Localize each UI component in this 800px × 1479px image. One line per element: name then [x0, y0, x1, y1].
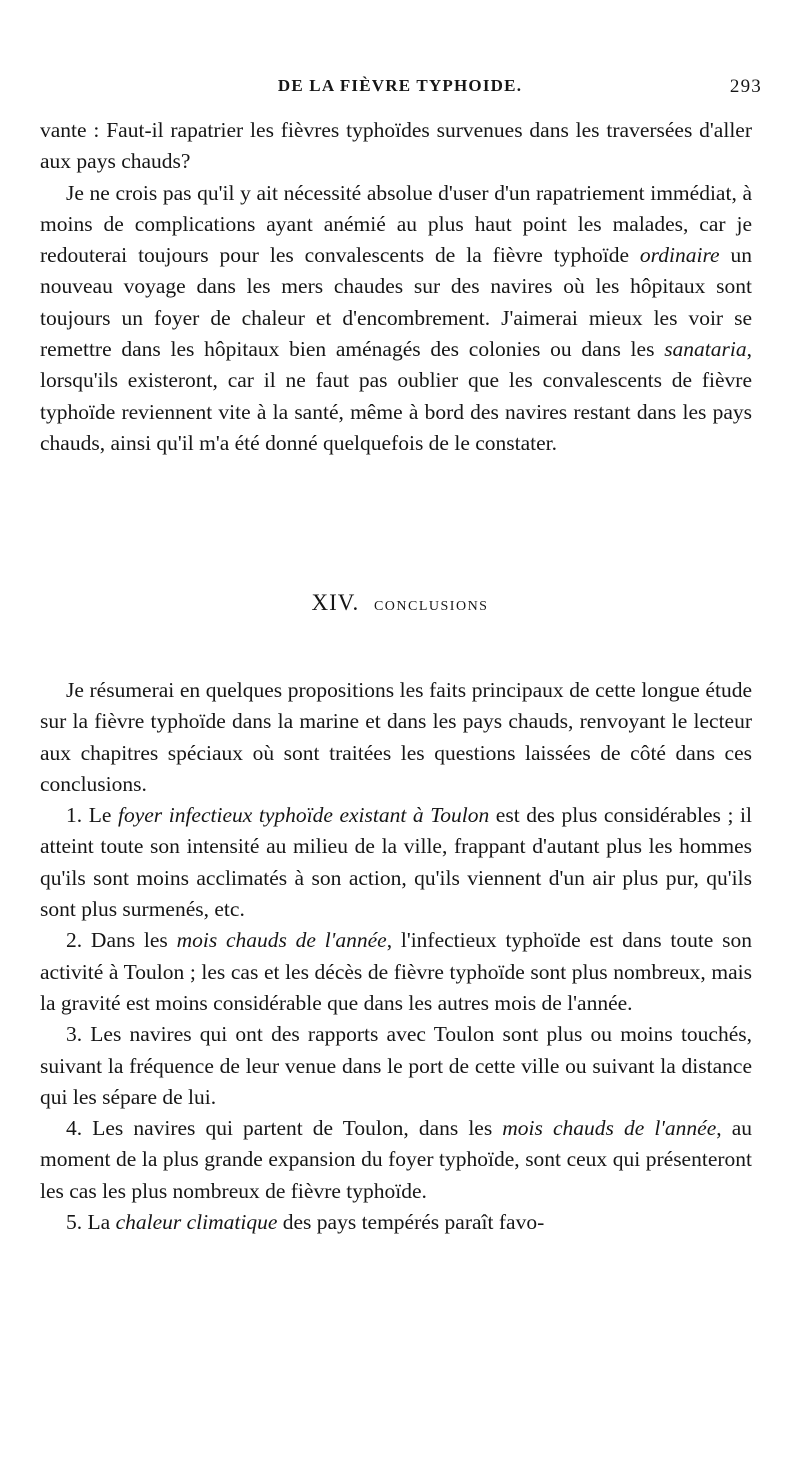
text-run: un nouveau voyage dans les mers chaudes sur des navires où les hôpitaux sont toujours un foyer de chaleur et d'encombrement. J'aimerai mieux les voir se remettre dans les hôpitaux bien aménagés des colonies ou dans les	[40, 243, 752, 362]
page-number: 293	[729, 76, 762, 97]
italic-run: mois chauds de l'année	[176, 928, 387, 953]
italic-run: ordinaire	[639, 243, 720, 268]
italic-run: mois chauds de l'année	[502, 1116, 717, 1141]
text-run: est des plus considérables ; il atteint toute son intensité au milieu de la ville, frappant d'autant plus les hommes qu'ils sont moins acclimatés à son action, qu'ils viennent d'un air plus pur, qu'ils sont plus surmenés, etc.	[40, 803, 752, 922]
italic-run: chaleur climatique	[115, 1210, 278, 1235]
text-run: Le	[82, 803, 118, 828]
running-title: DE LA FIÈVRE TYPHOIDE.	[277, 76, 523, 95]
conclusion-item-2	[40, 925, 752, 1019]
text-run: Les navires qui partent de Toulon, dans les	[82, 1116, 503, 1141]
italic-run: sanataria	[664, 337, 747, 362]
section-title: CONCLUSIONS	[373, 599, 489, 614]
item-number: 1.	[66, 803, 83, 828]
text-run: Dans les	[82, 928, 177, 953]
text-run: Je ne crois pas qu'il y ait nécessité absolue d'user d'un rapatriement immédiat, à moins de complications ayant anémié au plus haut point les malades, car je redouterai toujours pour les convalescents de la fièvre typhoïde	[40, 180, 752, 268]
section-numeral: XIV.	[311, 590, 360, 615]
conclusion-item-5	[40, 1207, 752, 1238]
conclusion-item-3	[40, 1019, 752, 1113]
page-header	[0, 76, 800, 102]
italic-run: foyer infectieux typhoïde existant à Toulon	[117, 803, 490, 828]
text-run: , lorsqu'ils existeront, car il ne faut pas oublier que les convalescents de fièvre typhoïde reviennent vite à la santé, même à bord des navires restant dans les pays chauds, ainsi qu'il m'a été donné quelquefois de le constater.	[40, 337, 752, 455]
conclusion-item-4	[40, 1113, 752, 1207]
text-run: des pays tempérés paraît favo-	[277, 1210, 545, 1235]
conclusion-item-1	[40, 800, 752, 925]
item-number: 5.	[66, 1210, 83, 1235]
paragraph-continuation: vante : Faut-il rapatrier les fièvres typhoïdes survenues dans les traversées d'aller aux pays chauds?	[40, 118, 752, 174]
item-number: 4.	[66, 1116, 83, 1141]
text-block-conclusions	[40, 675, 752, 1238]
paragraph-intro: Je résumerai en quelques propositions les faits principaux de cette longue étude sur la fièvre typhoïde dans la marine et dans les pays chauds, renvoyant le lecteur aux chapitres spéciaux où sont traitées les questions laissées de côté dans ces conclusions.	[40, 678, 752, 796]
text-run: La	[82, 1210, 116, 1235]
text-run: Les navires qui ont des rapports avec Toulon sont plus ou moins touchés, suivant la fréquence de leur venue dans le port de cette ville ou suivant la distance qui les sépare de lui.	[40, 1022, 752, 1109]
item-number: 2.	[66, 928, 83, 953]
paragraph-repatriation	[40, 178, 752, 460]
text-run: , l'infectieux typhoïde est dans toute son activité à Toulon ; les cas et les décès de fièvre typhoïde sont plus nombreux, mais la gravité est moins considérable que dans les autres mois de l'année.	[40, 928, 752, 1015]
section-heading	[0, 590, 800, 616]
text-block-top	[40, 115, 752, 459]
text-run: , au moment de la plus grande expansion du foyer typhoïde, sont ceux qui présenteront les cas les plus nombreux de fièvre typhoïde.	[40, 1116, 752, 1203]
item-number: 3.	[66, 1022, 83, 1047]
